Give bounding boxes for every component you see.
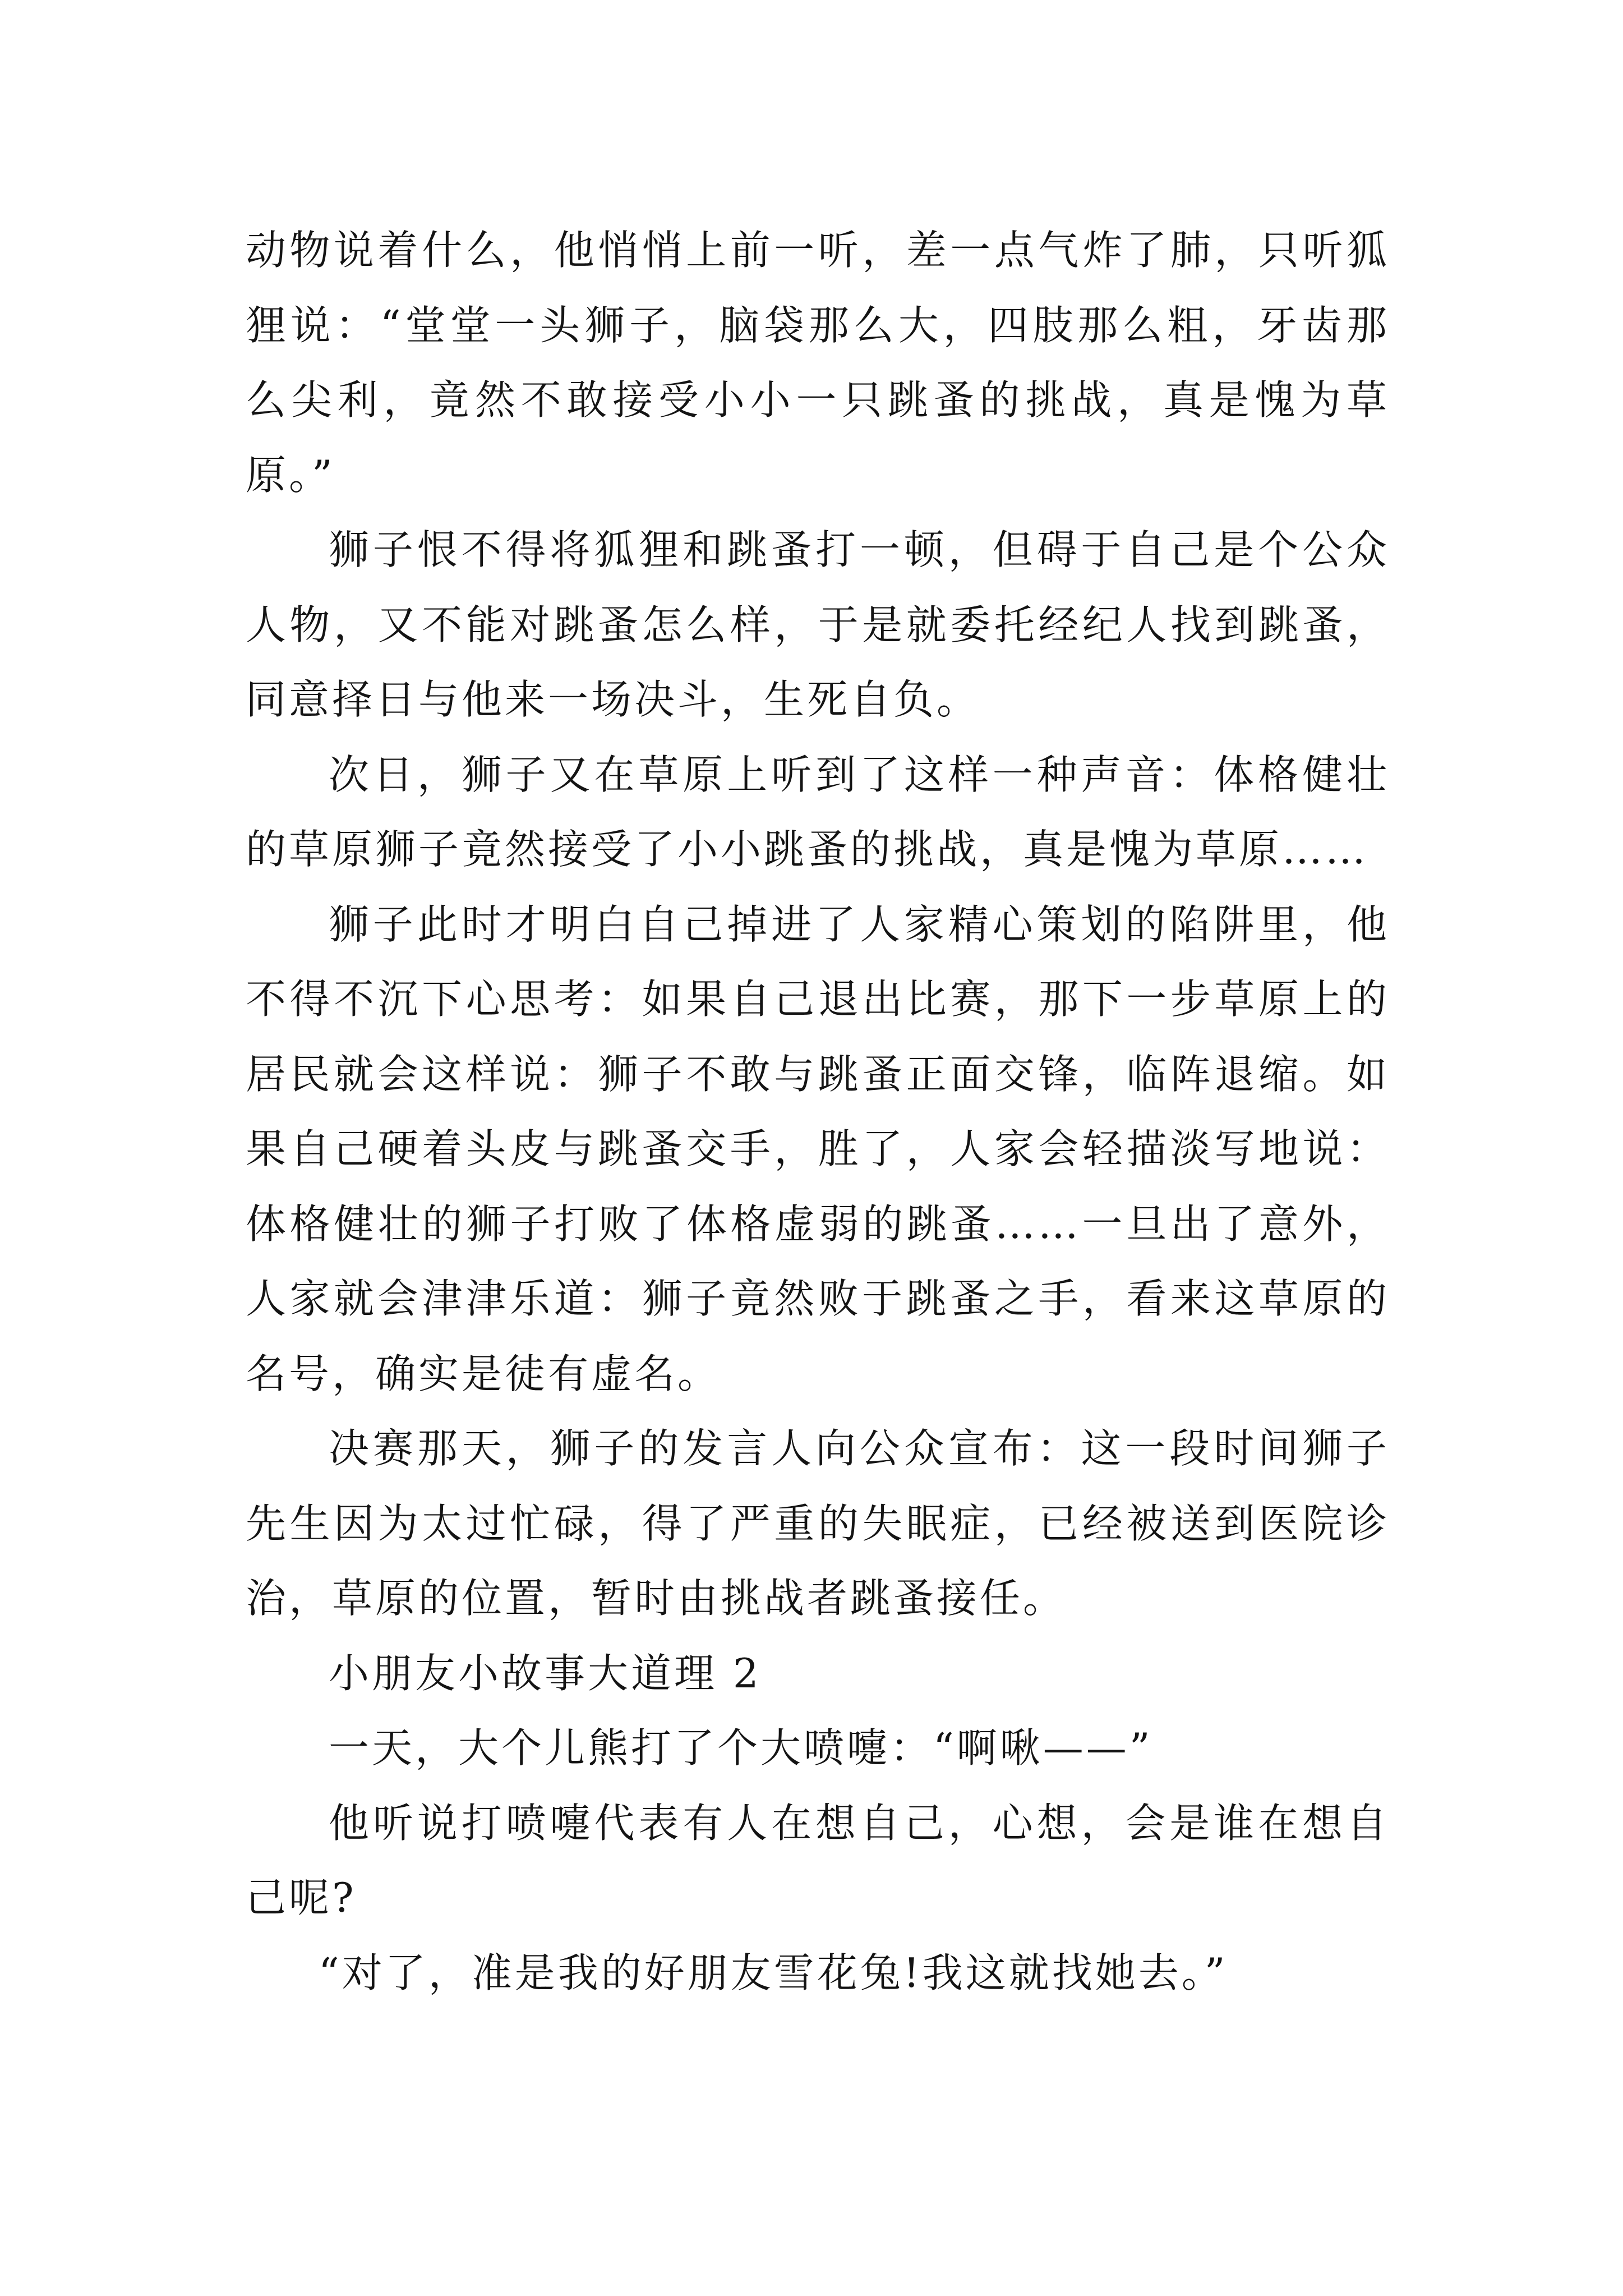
document-body bbox=[246, 213, 1390, 2010]
paragraph-quote: “对了，准是我的好朋友雪花兔!我这就找她去。” bbox=[319, 1949, 1228, 1996]
paragraph: 决赛那天，狮子的发言人向公众宣布：这一段时间狮子先生因为太过忙碌，得了严重的失眠症，已经被送到医院诊治，草原的位置，暂时由挑战者跳蚤接任。 bbox=[246, 1425, 1390, 1622]
section-heading: 小朋友小故事大道理 2 bbox=[329, 1649, 762, 1697]
paragraph: 一天，大个儿熊打了个大喷嚏：“啊啾——” bbox=[329, 1724, 1153, 1772]
paragraph: 他听说打喷嚏代表有人在想自己，心想，会是谁在想自己呢? bbox=[246, 1799, 1390, 1921]
paragraph: 次日，狮子又在草原上听到了这样一种声音：体格健壮的草原狮子竟然接受了小小跳蚤的挑战，真是愧为草原…… bbox=[246, 751, 1390, 873]
paragraph-continuation: 动物说着什么，他悄悄上前一听，差一点气炸了肺，只听狐狸说：“堂堂一头狮子，脑袋那么大，四肢那么粗，牙齿那么尖利，竟然不敢接受小小一只跳蚤的挑战，真是愧为草原。” bbox=[246, 227, 1390, 499]
paragraph: 狮子此时才明白自己掉进了人家精心策划的陷阱里，他不得不沉下心思考：如果自己退出比赛，那下一步草原上的居民就会这样说：狮子不敢与跳蚤正面交锋，临阵退缩。如果自己硬着头皮与跳蚤交手，胜了，人家会轻描淡写地说：体格健壮的狮子打败了体格虚弱的跳蚤……一旦出了意外，人家就会津津乐道：狮子竟然败于跳蚤之手，看来这草原的名号，确实是徒有虚名。 bbox=[246, 900, 1390, 1397]
paragraph: 狮子恨不得将狐狸和跳蚤打一顿，但碍于自己是个公众人物，又不能对跳蚤怎么样，于是就委托经纪人找到跳蚤，同意择日与他来一场决斗，生死自负。 bbox=[246, 526, 1390, 723]
